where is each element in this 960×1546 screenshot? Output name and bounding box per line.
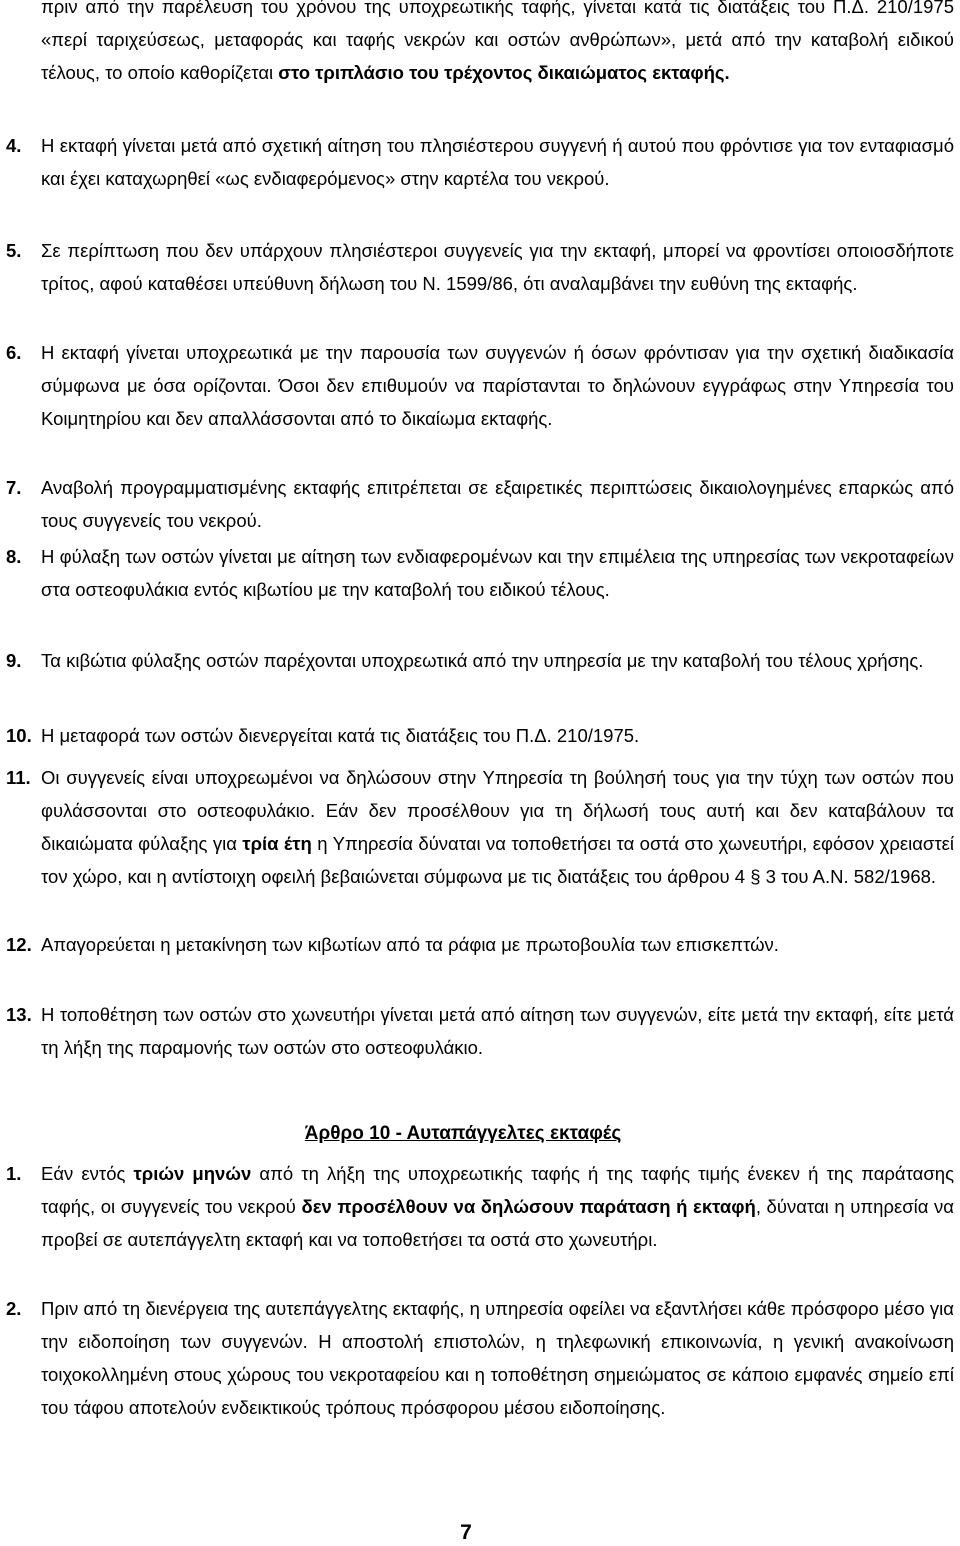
item-number: 10. <box>6 725 32 746</box>
item-text-part: Οι συγγενείς είναι υποχρεωμένοι να δηλώσουν στην Υπηρεσία τη βούλησή τους για την τύχη των οστών που φυλάσσονται στο οστεοφυλάκιο. Εάν δεν προσέλθουν για τη δήλωσή τους αυτή και δεν καταβάλουν τα δικαιώματα φύλαξης για <box>41 767 954 854</box>
item-number: 12. <box>6 934 32 955</box>
item-text-part: Εάν εντός <box>41 1163 134 1184</box>
item-text-part: , δύναται η υπηρεσία να προβεί σε αυτεπάγγελτη εκταφή και να τοποθετήσει τα οστά στο χωνευτήρι. <box>41 1196 954 1250</box>
item-bold-text: τριών μηνών <box>133 1163 252 1184</box>
item-bold-text: δεν προσέλθουν να δηλώσουν παράταση ή εκταφή <box>301 1196 756 1217</box>
item-text <box>41 761 954 893</box>
continuation-paragraph <box>6 0 954 89</box>
item-number: 7. <box>6 477 22 498</box>
item-number: 6. <box>6 342 22 363</box>
article-item-1 <box>6 1157 954 1256</box>
item-number: 11. <box>6 767 31 788</box>
list-item-12 <box>6 928 954 961</box>
item-text-part: η Υπηρεσία δύναται να τοποθετήσει τα οστά στο χωνευτήρι, εφόσον χρειαστεί τον χώρο, και η αντίστοιχη οφειλή βεβαιώνεται σύμφωνα με τις διατάξεις του άρθρου 4 § 3 του Α.Ν. 582/1968. <box>41 833 954 887</box>
item-text: Η εκταφή γίνεται υποχρεωτικά με την παρουσία των συγγενών ή όσων φρόντισαν για την σχετική διαδικασία σύμφωνα με όσα ορίζονται. Όσοι δεν επιθυμούν να παρίστανται το δηλώνουν εγγράφως στην Υπηρεσία του Κοιμητηρίου και δεν απαλλάσσονται από το δικαίωμα εκταφής. <box>41 342 954 429</box>
item-number: 8. <box>6 546 22 567</box>
item-text-part: από τη λήξη της υποχρεωτικής ταφής ή της ταφής τιμής ένεκεν ή της παράτασης ταφής, οι συγγενείς του νεκρού <box>41 1163 954 1217</box>
list-item-10 <box>6 719 954 752</box>
item-text: Πριν από τη διενέργεια της αυτεπάγγελτης εκταφής, η υπηρεσία οφείλει να εξαντλήσει κάθε πρόσφορο μέσο για την ειδοποίηση των συγγενών. Η αποστολή επιστολών, η τηλεφωνική επικοινωνία, η γενική ανακοίνωση τοιχοκολλημένη στους χώρους του νεκροταφείου και η τοποθέτηση σημειώματος σε κάποιο εμφανές σημείο επί του τάφου αποτελούν ενδεικτικούς τρόπους πρόσφορου μέσου ειδοποίησης. <box>41 1298 954 1418</box>
item-text <box>41 1157 954 1256</box>
list-item-5 <box>6 234 954 300</box>
list-item-7 <box>6 471 954 537</box>
list-item-9 <box>6 644 954 677</box>
item-text: Η τοποθέτηση των οστών στο χωνευτήρι γίνεται μετά από αίτηση των συγγενών, είτε μετά την εκταφή, είτε μετά τη λήξη της παραμονής των οστών στο οστεοφυλάκιο. <box>41 1004 954 1058</box>
item-text: Η εκταφή γίνεται μετά από σχετική αίτηση του πλησιέστερου συγγενή ή αυτού που φρόντισε για τον ενταφιασμό και έχει καταχωρηθεί «ως ενδιαφερόμενος» στην καρτέλα του νεκρού. <box>41 135 954 189</box>
item-text: Η φύλαξη των οστών γίνεται με αίτηση των ενδιαφερομένων και την επιμέλεια της υπηρεσίας των νεκροταφείων στα οστεοφυλάκια εντός κιβωτίου με την καταβολή του ειδικού τέλους. <box>41 546 954 600</box>
item-text: Απαγορεύεται η μετακίνηση των κιβωτίων από τα ράφια με πρωτοβουλία των επισκεπτών. <box>41 934 779 955</box>
item-number: 5. <box>6 240 22 261</box>
list-item-6 <box>6 336 954 435</box>
item-bold-text: τρία έτη <box>242 833 312 854</box>
list-item-4 <box>6 129 954 195</box>
item-text: Σε περίπτωση που δεν υπάρχουν πλησιέστεροι συγγενείς για την εκταφή, μπορεί να φροντίσει οποιοσδήποτε τρίτος, αφού καταθέσει υπεύθυνη δήλωση του Ν. 1599/86, ότι αναλαμβάνει την ευθύνη της εκταφής. <box>41 240 954 294</box>
item-number: 4. <box>6 135 22 156</box>
list-item-11 <box>6 761 954 893</box>
list-item-8 <box>6 540 954 606</box>
item-text: Η μεταφορά των οστών διενεργείται κατά τις διατάξεις του Π.Δ. 210/1975. <box>41 725 640 746</box>
list-item-13 <box>6 998 954 1064</box>
item-number: 9. <box>6 650 22 671</box>
article-heading: Άρθρο 10 - Αυταπάγγελτες εκταφές <box>304 1123 622 1144</box>
item-number: 2. <box>6 1298 22 1319</box>
item-text: Αναβολή προγραμματισμένης εκταφής επιτρέπεται σε εξαιρετικές περιπτώσεις δικαιολογημένες επαρκώς από τους συγγενείς του νεκρού. <box>41 477 954 531</box>
article-item-2 <box>6 1292 954 1424</box>
item-number: 1. <box>6 1163 22 1184</box>
continuation-bold-text: στο τριπλάσιο του τρέχοντος δικαιώματος εκταφής. <box>278 62 730 83</box>
item-number: 13. <box>6 1004 32 1025</box>
continuation-text: πριν από την παρέλευση του χρόνου της υποχρεωτικής ταφής, γίνεται κατά τις διατάξεις του Π.Δ. 210/1975 «περί ταριχεύσεως, μεταφοράς και ταφής νεκρών και οστών ανθρώπων», μετά από την καταβολή ειδικού τέλους, το οποίο καθορίζεται <box>41 0 954 83</box>
item-text: Τα κιβώτια φύλαξης οστών παρέχονται υποχρεωτικά από την υπηρεσία με την καταβολή του τέλους χρήσης. <box>41 650 924 671</box>
page-number: 7 <box>460 1521 472 1544</box>
